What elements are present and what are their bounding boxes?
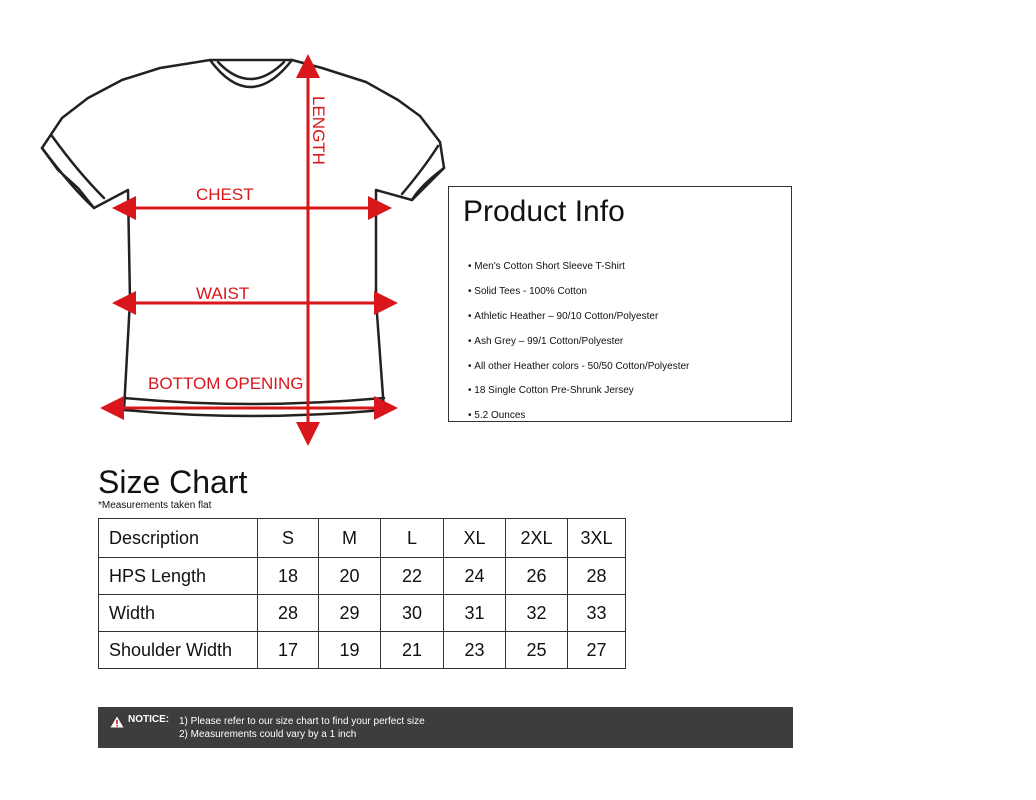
notice-line: 2) Measurements could vary by a 1 inch [179, 729, 357, 740]
description-header: Description [99, 519, 258, 558]
table-cell: 25 [506, 632, 568, 669]
table-cell: 23 [444, 632, 506, 669]
length-label: LENGTH [309, 96, 328, 165]
table-cell: 29 [319, 595, 381, 632]
chest-label: CHEST [196, 185, 254, 204]
table-row [99, 632, 626, 669]
table-cell: 19 [319, 632, 381, 669]
row-label: HPS Length [99, 558, 258, 595]
table-cell: 30 [381, 595, 444, 632]
size-chart-table [98, 518, 626, 669]
list-item: • Men's Cotton Short Sleeve T-Shirt [468, 255, 689, 280]
table-cell: 17 [258, 632, 319, 669]
tshirt-measurement-diagram [0, 0, 460, 460]
list-item: • All other Heather colors - 50/50 Cotton/Polyester [468, 355, 689, 380]
table-row [99, 595, 626, 632]
size-header-2xl: 2XL [506, 519, 568, 558]
list-item: • 5.2 Ounces [468, 404, 689, 429]
notice-label: NOTICE: [128, 714, 170, 725]
table-cell: 33 [568, 595, 626, 632]
size-header-xl: XL [444, 519, 506, 558]
waist-label: WAIST [196, 284, 250, 303]
row-label: Shoulder Width [99, 632, 258, 669]
bottom-opening-label: BOTTOM OPENING [148, 374, 304, 393]
notice-line: 1) Please refer to our size chart to find your perfect size [179, 716, 425, 727]
table-cell: 26 [506, 558, 568, 595]
table-row [99, 558, 626, 595]
product-info-box [448, 186, 792, 422]
table-cell: 32 [506, 595, 568, 632]
list-item: • Solid Tees - 100% Cotton [468, 280, 689, 305]
size-header-l: L [381, 519, 444, 558]
row-label: Width [99, 595, 258, 632]
table-cell: 28 [258, 595, 319, 632]
list-item: • Athletic Heather – 90/10 Cotton/Polyester [468, 305, 689, 330]
table-cell: 24 [444, 558, 506, 595]
size-header-m: M [319, 519, 381, 558]
table-cell: 28 [568, 558, 626, 595]
size-header-3xl: 3XL [568, 519, 626, 558]
size-chart-note: *Measurements taken flat [98, 500, 212, 511]
list-item: • 18 Single Cotton Pre-Shrunk Jersey [468, 379, 689, 404]
table-cell: 22 [381, 558, 444, 595]
table-header-row [99, 519, 626, 558]
product-info-list [468, 255, 689, 429]
size-header-s: S [258, 519, 319, 558]
table-cell: 18 [258, 558, 319, 595]
warning-triangle-icon [110, 716, 124, 728]
notice-lines [179, 715, 425, 741]
product-info-title: Product Info [463, 195, 625, 228]
table-cell: 21 [381, 632, 444, 669]
table-cell: 31 [444, 595, 506, 632]
size-chart-title: Size Chart [98, 464, 248, 500]
list-item: • Ash Grey – 99/1 Cotton/Polyester [468, 330, 689, 355]
table-cell: 27 [568, 632, 626, 669]
table-cell: 20 [319, 558, 381, 595]
tshirt-outline-icon [42, 60, 444, 416]
notice-bar [98, 707, 793, 748]
